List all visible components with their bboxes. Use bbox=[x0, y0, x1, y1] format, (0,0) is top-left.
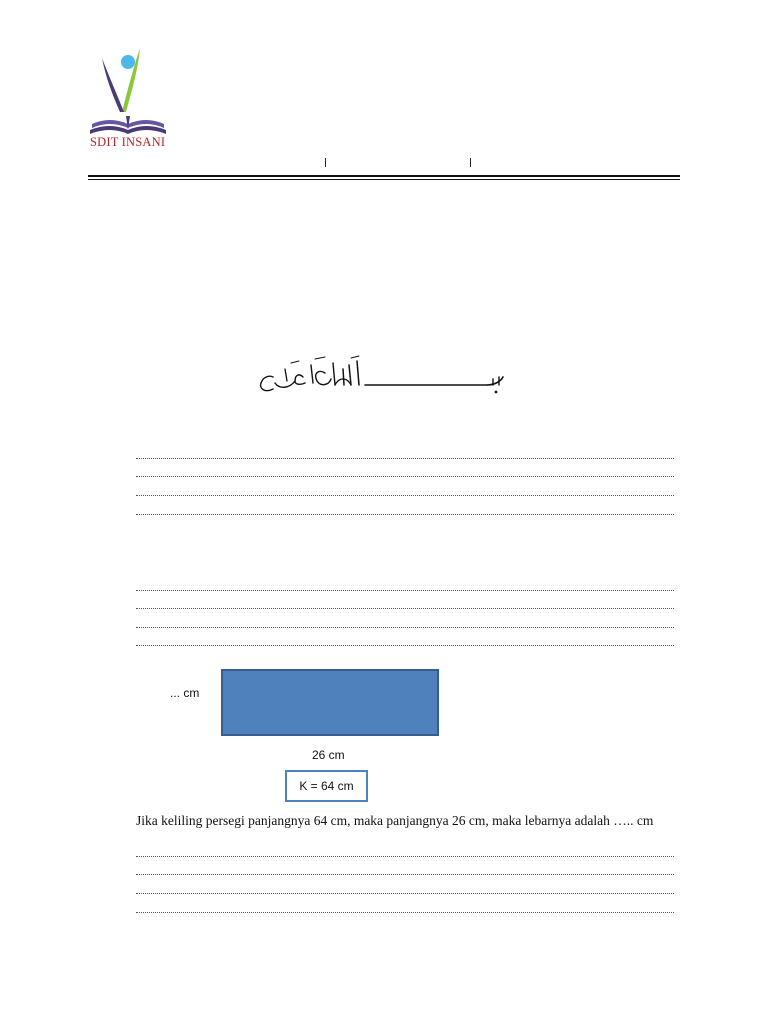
header-rule-thin bbox=[88, 179, 680, 180]
question-text: Jika keliling persegi panjangnya 64 cm, maka panjangnya 26 cm, maka lebarnya adalah ….. cm bbox=[136, 813, 654, 828]
rectangle-width-label: ... cm bbox=[170, 686, 200, 700]
header-rule bbox=[88, 175, 680, 177]
rectangle-figure bbox=[221, 669, 439, 736]
rectangle-length-label: 26 cm bbox=[312, 748, 345, 762]
answer-line[interactable] bbox=[136, 458, 674, 459]
sdit-insani-logo bbox=[88, 40, 168, 150]
answer-line[interactable] bbox=[136, 893, 674, 894]
basmalah-calligraphy bbox=[255, 355, 510, 400]
answer-line[interactable] bbox=[136, 627, 674, 628]
perimeter-box bbox=[285, 770, 368, 802]
answer-line[interactable] bbox=[136, 514, 674, 515]
header-separator bbox=[325, 158, 326, 167]
answer-line[interactable] bbox=[136, 645, 674, 646]
answer-line[interactable] bbox=[136, 608, 674, 609]
answer-line[interactable] bbox=[136, 912, 674, 913]
answer-line[interactable] bbox=[136, 495, 674, 496]
perimeter-label: K = 64 cm bbox=[299, 779, 354, 793]
answer-line[interactable] bbox=[136, 856, 674, 857]
school-name: SDIT INSANI bbox=[90, 135, 166, 149]
answer-line[interactable] bbox=[136, 590, 674, 591]
answer-line[interactable] bbox=[136, 874, 674, 875]
header-separator bbox=[470, 158, 471, 167]
answer-line[interactable] bbox=[136, 476, 674, 477]
